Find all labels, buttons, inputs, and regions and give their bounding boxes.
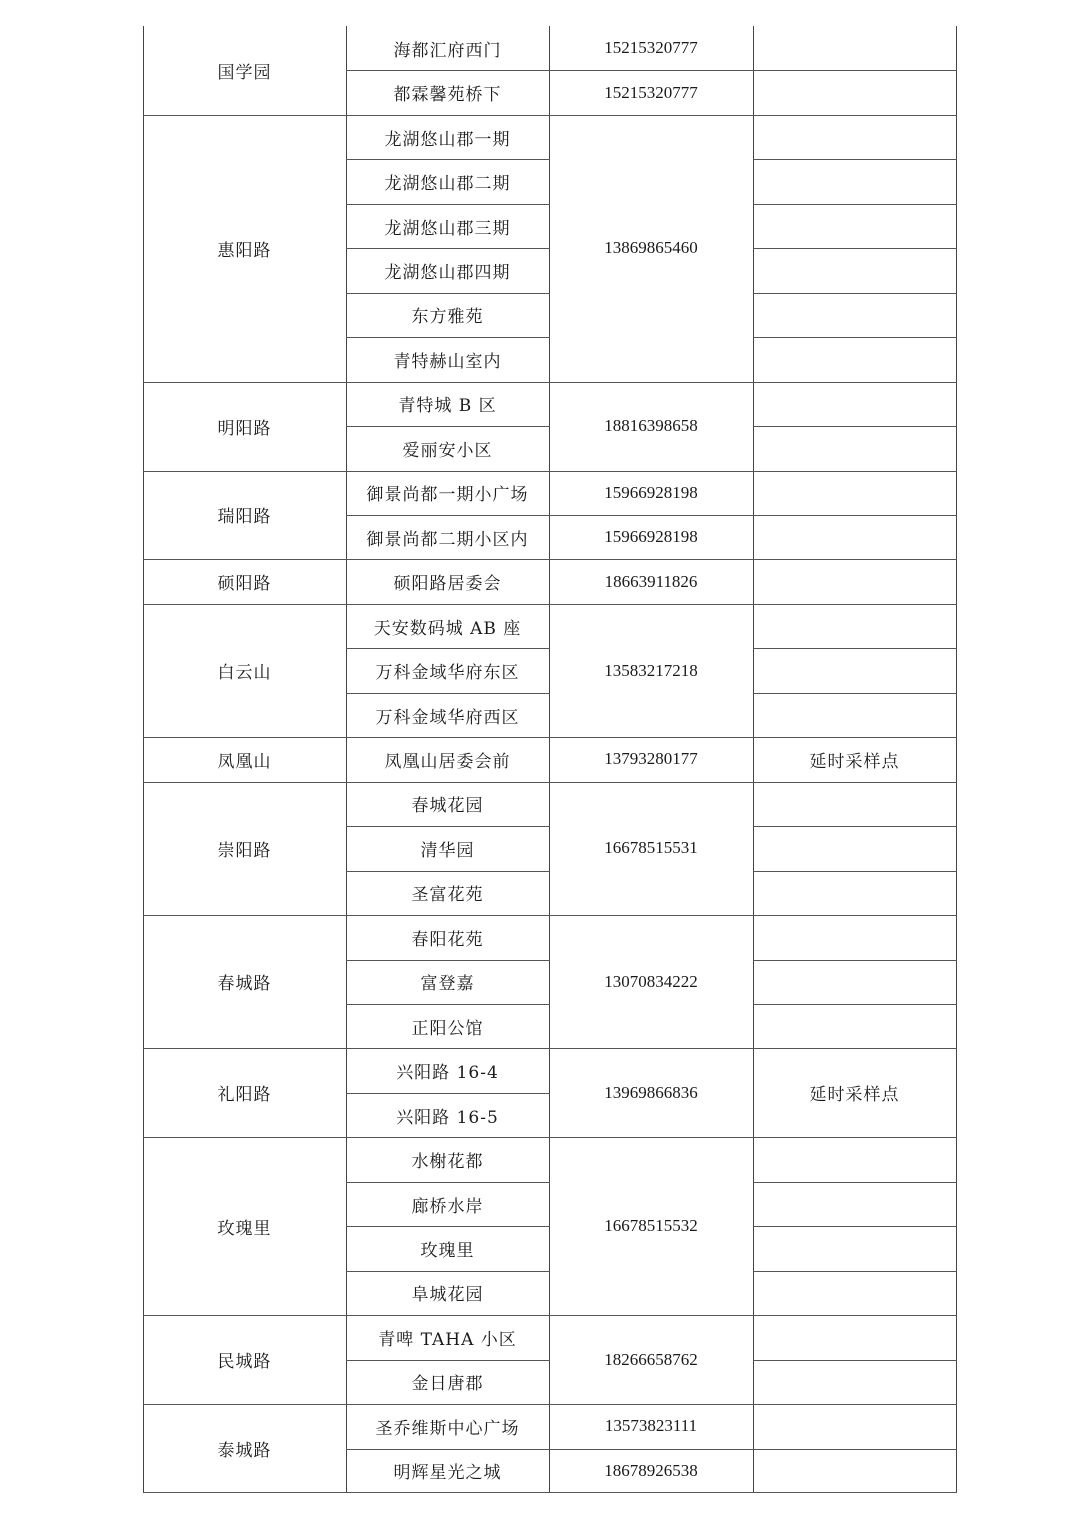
phone-cell: 13969866836 bbox=[604, 1082, 698, 1102]
phone-cell: 18266658762 bbox=[604, 1349, 698, 1369]
note-cell bbox=[753, 1315, 956, 1359]
phone-cell: 15966928198 bbox=[604, 482, 698, 502]
site-cell: 龙湖悠山郡四期 bbox=[384, 262, 511, 283]
area-cell: 凤凰山 bbox=[217, 751, 272, 772]
phone-cell: 13793280177 bbox=[604, 749, 698, 769]
site-cell: 春阳花苑 bbox=[411, 929, 484, 950]
area-cell: 泰城路 bbox=[217, 1441, 272, 1462]
area-cell: 惠阳路 bbox=[217, 240, 272, 261]
site-cell: 万科金域华府东区 bbox=[375, 663, 520, 684]
phone-cell: 15966928198 bbox=[604, 527, 698, 547]
area-cell: 玫瑰里 bbox=[217, 1218, 272, 1239]
note-cell bbox=[753, 337, 956, 381]
area-cell: 国学园 bbox=[217, 62, 272, 83]
note-cell bbox=[753, 26, 956, 70]
column-divider bbox=[956, 26, 957, 1493]
note-cell bbox=[753, 159, 956, 203]
site-cell: 廊桥水岸 bbox=[411, 1196, 484, 1217]
site-cell: 龙湖悠山郡二期 bbox=[384, 174, 511, 195]
site-cell: 龙湖悠山郡一期 bbox=[384, 129, 511, 150]
site-cell: 天安数码城 AB 座 bbox=[373, 618, 522, 639]
site-cell: 阜城花园 bbox=[411, 1285, 484, 1306]
area-cell: 瑞阳路 bbox=[217, 507, 272, 528]
phone-cell: 18816398658 bbox=[604, 416, 698, 436]
phone-cell: 18678926538 bbox=[604, 1460, 698, 1480]
note-cell bbox=[753, 293, 956, 337]
note-cell bbox=[753, 782, 956, 826]
phone-cell: 15215320777 bbox=[604, 82, 698, 102]
area-cell: 白云山 bbox=[217, 663, 272, 684]
area-cell: 民城路 bbox=[217, 1352, 272, 1373]
sampling-sites-table bbox=[143, 26, 956, 1493]
site-cell: 兴阳路 16-5 bbox=[396, 1107, 499, 1128]
note-cell bbox=[753, 1137, 956, 1181]
note-cell bbox=[753, 826, 956, 870]
site-cell: 圣乔维斯中心广场 bbox=[375, 1418, 520, 1439]
note-cell bbox=[753, 426, 956, 470]
site-cell: 爱丽安小区 bbox=[402, 440, 493, 461]
site-cell: 青啤 TAHA 小区 bbox=[378, 1329, 517, 1350]
site-cell: 凤凰山居委会前 bbox=[384, 751, 511, 772]
area-cell: 礼阳路 bbox=[217, 1085, 272, 1106]
note-cell: 延时采样点 bbox=[809, 1085, 900, 1106]
note-cell bbox=[753, 915, 956, 959]
note-cell bbox=[753, 1182, 956, 1226]
row-divider bbox=[143, 1492, 957, 1493]
note-cell bbox=[753, 1449, 956, 1493]
site-cell: 正阳公馆 bbox=[411, 1018, 484, 1039]
note-cell bbox=[753, 559, 956, 603]
site-cell: 硕阳路居委会 bbox=[393, 574, 502, 595]
note-cell bbox=[753, 960, 956, 1004]
site-cell: 明辉星光之城 bbox=[393, 1463, 502, 1484]
phone-cell: 16678515532 bbox=[604, 1216, 698, 1236]
note-cell bbox=[753, 1404, 956, 1448]
site-cell: 富登嘉 bbox=[420, 974, 475, 995]
site-cell: 龙湖悠山郡三期 bbox=[384, 218, 511, 239]
phone-cell: 13573823111 bbox=[604, 1416, 698, 1436]
site-cell: 御景尚都二期小区内 bbox=[366, 529, 529, 550]
note-cell bbox=[753, 693, 956, 737]
note-cell: 延时采样点 bbox=[809, 751, 900, 772]
site-cell: 水榭花都 bbox=[411, 1152, 484, 1173]
phone-cell: 13583217218 bbox=[604, 660, 698, 680]
note-cell bbox=[753, 515, 956, 559]
note-cell bbox=[753, 871, 956, 915]
area-cell: 明阳路 bbox=[217, 418, 272, 439]
note-cell bbox=[753, 115, 956, 159]
site-cell: 圣富花苑 bbox=[411, 885, 484, 906]
phone-cell: 16678515531 bbox=[604, 838, 698, 858]
note-cell bbox=[753, 70, 956, 114]
site-cell: 万科金域华府西区 bbox=[375, 707, 520, 728]
site-cell: 春城花园 bbox=[411, 796, 484, 817]
area-cell: 崇阳路 bbox=[217, 840, 272, 861]
site-cell: 御景尚都一期小广场 bbox=[366, 485, 529, 506]
note-cell bbox=[753, 248, 956, 292]
site-cell: 海都汇府西门 bbox=[393, 40, 502, 61]
site-cell: 金日唐郡 bbox=[411, 1374, 484, 1395]
note-cell bbox=[753, 604, 956, 648]
note-cell bbox=[753, 1226, 956, 1270]
note-cell bbox=[753, 648, 956, 692]
note-cell bbox=[753, 1271, 956, 1315]
phone-cell: 18663911826 bbox=[604, 571, 698, 591]
note-cell bbox=[753, 1360, 956, 1404]
phone-cell: 15215320777 bbox=[604, 38, 698, 58]
area-cell: 春城路 bbox=[217, 974, 272, 995]
note-cell bbox=[753, 382, 956, 426]
note-cell bbox=[753, 1004, 956, 1048]
area-cell: 硕阳路 bbox=[217, 574, 272, 595]
site-cell: 玫瑰里 bbox=[420, 1240, 475, 1261]
site-cell: 兴阳路 16-4 bbox=[396, 1063, 499, 1084]
phone-cell: 13869865460 bbox=[604, 238, 698, 258]
site-cell: 都霖馨苑桥下 bbox=[393, 85, 502, 106]
site-cell: 青特城 B 区 bbox=[398, 396, 497, 417]
phone-cell: 13070834222 bbox=[604, 971, 698, 991]
note-cell bbox=[753, 471, 956, 515]
site-cell: 清华园 bbox=[420, 840, 475, 861]
site-cell: 青特赫山室内 bbox=[393, 351, 502, 372]
site-cell: 东方雅苑 bbox=[411, 307, 484, 328]
note-cell bbox=[753, 204, 956, 248]
